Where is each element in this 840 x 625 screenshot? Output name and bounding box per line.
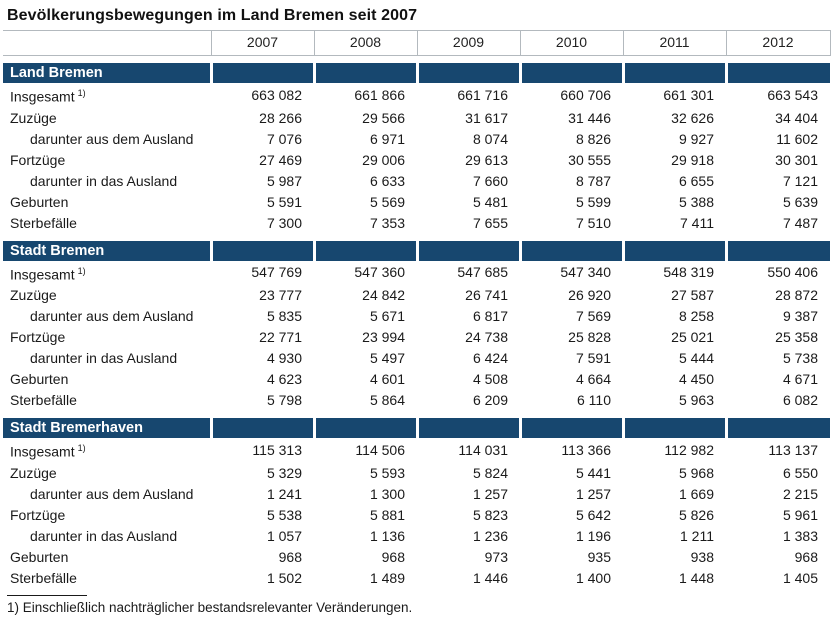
table-row — [3, 261, 830, 286]
table-row — [3, 327, 830, 348]
section-bar-segment — [211, 241, 314, 261]
table-row — [3, 526, 830, 547]
section-bar-segment — [314, 63, 417, 83]
value-cell: 8 826 — [575, 130, 611, 147]
value-cell: 7 569 — [575, 308, 611, 325]
value-cell: 27 587 — [671, 287, 714, 304]
table-row — [3, 390, 830, 411]
section-bar-segment — [623, 63, 726, 83]
value-cell: 11 602 — [776, 130, 818, 147]
value-cell: 4 450 — [678, 371, 714, 388]
value-cell: 113 137 — [768, 442, 818, 459]
value-cell: 5 497 — [369, 350, 405, 367]
value-cell: 6 424 — [472, 350, 508, 367]
row-label: Fortzüge — [10, 506, 66, 523]
value-cell: 29 006 — [362, 151, 405, 168]
value-cell: 7 591 — [575, 350, 611, 367]
table-row — [3, 306, 830, 327]
section-gap — [3, 56, 830, 64]
row-label: darunter aus dem Ausland — [30, 485, 194, 502]
section-bar-segment — [726, 63, 830, 83]
value-cell: 7 076 — [266, 130, 302, 147]
section-bar-segment — [520, 63, 623, 83]
value-cell: 114 031 — [458, 442, 508, 459]
value-cell: 1 196 — [575, 527, 611, 544]
value-cell: 6 633 — [369, 172, 405, 189]
value-cell: 26 920 — [568, 287, 611, 304]
section-bar-segment — [623, 241, 726, 261]
row-label-text: Insgesamt — [10, 443, 75, 460]
footnote-ref: 1) — [77, 265, 86, 276]
value-cell: 6 209 — [472, 392, 508, 409]
section-bar-segment — [726, 241, 830, 261]
table-row — [3, 285, 830, 306]
value-cell: 25 021 — [671, 329, 714, 346]
section-bar-segment — [417, 63, 520, 83]
population-movement-table — [3, 30, 831, 589]
value-cell: 5 444 — [678, 350, 714, 367]
section-bar-segment — [520, 241, 623, 261]
row-label: darunter in das Ausland — [30, 527, 178, 544]
value-cell: 548 319 — [663, 264, 714, 281]
value-cell: 28 266 — [259, 109, 302, 126]
value-cell: 968 — [381, 548, 405, 565]
value-cell: 6 082 — [782, 392, 818, 409]
value-cell: 1 236 — [472, 527, 508, 544]
row-label: Sterbefälle — [10, 569, 77, 586]
value-cell: 7 353 — [369, 214, 405, 231]
value-cell: 1 057 — [266, 527, 302, 544]
value-cell: 8 074 — [472, 130, 508, 147]
value-cell: 5 329 — [266, 464, 302, 481]
table-row — [3, 213, 830, 234]
value-cell: 5 569 — [369, 193, 405, 210]
section-gap — [3, 411, 830, 418]
value-cell: 7 655 — [472, 214, 508, 231]
value-cell: 24 842 — [362, 287, 405, 304]
value-cell: 9 927 — [678, 130, 714, 147]
value-cell: 1 241 — [266, 485, 302, 502]
value-cell: 5 481 — [472, 193, 508, 210]
page-title: Bevölkerungsbewegungen im Land Bremen seit 2007 — [7, 7, 418, 24]
value-cell: 5 987 — [266, 172, 302, 189]
value-cell: 1 448 — [678, 569, 714, 586]
value-cell: 30 555 — [568, 151, 611, 168]
value-cell: 7 411 — [680, 214, 714, 231]
footnote: 1) Einschließlich nachträglicher bestandsrelevanter Veränderungen. — [7, 599, 413, 615]
value-cell: 661 716 — [457, 86, 508, 103]
table-row — [3, 505, 830, 526]
value-cell: 29 918 — [671, 151, 714, 168]
value-cell: 938 — [690, 548, 714, 565]
value-cell: 5 823 — [472, 506, 508, 523]
value-cell: 5 963 — [678, 392, 714, 409]
section-bar-segment — [726, 418, 830, 438]
value-cell: 1 211 — [680, 527, 714, 544]
section-header-land-bremen — [3, 63, 830, 83]
value-cell: 550 406 — [767, 264, 818, 281]
value-cell: 663 543 — [767, 86, 818, 103]
value-cell: 9 387 — [782, 308, 818, 325]
section-header-stadt-bremerhaven — [3, 418, 830, 438]
table-row — [3, 129, 830, 150]
year-header-row — [3, 31, 830, 56]
value-cell: 4 601 — [369, 371, 405, 388]
value-cell: 7 487 — [782, 214, 818, 231]
col-header-2012: 2012 — [726, 31, 830, 56]
section-gap — [3, 234, 830, 241]
table-row — [3, 150, 830, 171]
value-cell: 973 — [484, 548, 508, 565]
value-cell: 114 506 — [355, 442, 405, 459]
value-cell: 5 961 — [782, 506, 818, 523]
value-cell: 7 510 — [575, 214, 611, 231]
value-cell: 968 — [794, 548, 818, 565]
row-label — [3, 83, 211, 108]
value-cell: 27 469 — [259, 151, 302, 168]
value-cell: 5 824 — [472, 464, 508, 481]
value-cell: 547 340 — [560, 264, 611, 281]
value-cell: 31 617 — [465, 109, 508, 126]
value-cell: 4 930 — [266, 350, 302, 367]
col-header-2009: 2009 — [417, 31, 520, 56]
row-label: Zuzüge — [10, 464, 57, 481]
value-cell: 34 404 — [775, 109, 818, 126]
value-cell: 22 771 — [259, 329, 302, 346]
value-cell: 7 660 — [472, 172, 508, 189]
value-cell: 5 642 — [575, 506, 611, 523]
value-cell: 4 671 — [782, 371, 818, 388]
col-header-2008: 2008 — [314, 31, 417, 56]
table-row — [3, 348, 830, 369]
table-row — [3, 171, 830, 192]
value-cell: 1 669 — [678, 485, 714, 502]
value-cell: 1 502 — [266, 569, 302, 586]
value-cell: 24 738 — [465, 329, 508, 346]
section-bar-segment — [314, 418, 417, 438]
table-row — [3, 568, 830, 589]
value-cell: 112 982 — [664, 442, 714, 459]
value-cell: 5 599 — [575, 193, 611, 210]
row-label — [3, 261, 211, 286]
row-label: Fortzüge — [10, 329, 66, 346]
value-cell: 6 110 — [577, 392, 611, 409]
value-cell: 5 968 — [678, 464, 714, 481]
value-cell: 5 639 — [782, 193, 818, 210]
section-header-stadt-bremen — [3, 241, 830, 261]
section-bar-segment — [314, 241, 417, 261]
row-label: darunter in das Ausland — [30, 172, 178, 189]
row-label-text: Insgesamt — [10, 88, 75, 105]
section-title: Stadt Bremen — [3, 241, 211, 261]
value-cell: 1 257 — [575, 485, 611, 502]
footnote-ref: 1) — [77, 443, 86, 454]
value-cell: 23 777 — [259, 287, 302, 304]
value-cell: 5 388 — [678, 193, 714, 210]
value-cell: 4 508 — [472, 371, 508, 388]
value-cell: 968 — [278, 548, 302, 565]
value-cell: 5 835 — [266, 308, 302, 325]
section-bar-segment — [211, 63, 314, 83]
value-cell: 1 489 — [369, 569, 405, 586]
value-cell: 5 538 — [266, 506, 302, 523]
table-row — [3, 192, 830, 213]
value-cell: 660 706 — [560, 86, 611, 103]
value-cell: 547 769 — [251, 264, 302, 281]
section-bar-segment — [417, 241, 520, 261]
footnote-separator — [7, 595, 87, 596]
value-cell: 5 591 — [266, 193, 302, 210]
row-label: darunter in das Ausland — [30, 350, 178, 367]
value-cell: 1 405 — [782, 569, 818, 586]
value-cell: 113 366 — [561, 442, 611, 459]
row-label: Sterbefälle — [10, 214, 77, 231]
value-cell: 5 864 — [369, 392, 405, 409]
table-row — [3, 547, 830, 568]
col-header-2010: 2010 — [520, 31, 623, 56]
value-cell: 25 828 — [568, 329, 611, 346]
row-label: Geburten — [10, 371, 69, 388]
row-label: darunter aus dem Ausland — [30, 130, 194, 147]
value-cell: 547 360 — [354, 264, 405, 281]
row-label: Fortzüge — [10, 151, 66, 168]
table-row — [3, 83, 830, 108]
value-cell: 7 121 — [782, 172, 818, 189]
value-cell: 5 826 — [678, 506, 714, 523]
table-row — [3, 438, 830, 463]
value-cell: 25 358 — [775, 329, 818, 346]
value-cell: 1 136 — [369, 527, 405, 544]
section-bar-segment — [623, 418, 726, 438]
value-cell: 5 593 — [369, 464, 405, 481]
section-title: Stadt Bremerhaven — [3, 418, 211, 438]
value-cell: 5 738 — [782, 350, 818, 367]
value-cell: 5 671 — [369, 308, 405, 325]
value-cell: 4 623 — [266, 371, 302, 388]
value-cell: 6 971 — [369, 130, 405, 147]
value-cell: 31 446 — [568, 109, 611, 126]
table-row — [3, 108, 830, 129]
row-label: Sterbefälle — [10, 392, 77, 409]
table-row — [3, 369, 830, 390]
value-cell: 8 787 — [575, 172, 611, 189]
value-cell: 26 741 — [465, 287, 508, 304]
row-label-text: Insgesamt — [10, 266, 75, 283]
value-cell: 23 994 — [362, 329, 405, 346]
value-cell: 661 866 — [354, 86, 405, 103]
value-cell: 1 383 — [782, 527, 818, 544]
value-cell: 1 257 — [472, 485, 508, 502]
value-cell: 5 441 — [575, 464, 611, 481]
section-bar-segment — [417, 418, 520, 438]
value-cell: 30 301 — [775, 151, 818, 168]
value-cell: 29 613 — [465, 151, 508, 168]
value-cell: 1 300 — [369, 485, 405, 502]
value-cell: 1 400 — [575, 569, 611, 586]
value-cell: 6 817 — [472, 308, 508, 325]
value-cell: 32 626 — [671, 109, 714, 126]
value-cell: 29 566 — [362, 109, 405, 126]
row-label: Zuzüge — [10, 109, 57, 126]
section-title: Land Bremen — [3, 63, 211, 83]
value-cell: 5 881 — [369, 506, 405, 523]
value-cell: 547 685 — [457, 264, 508, 281]
row-label — [3, 438, 211, 463]
value-cell: 1 446 — [472, 569, 508, 586]
value-cell: 8 258 — [678, 308, 714, 325]
row-label: Geburten — [10, 548, 69, 565]
value-cell: 115 313 — [252, 442, 302, 459]
row-label: Zuzüge — [10, 287, 57, 304]
corner-cell — [3, 31, 211, 56]
value-cell: 935 — [587, 548, 611, 565]
value-cell: 6 655 — [678, 172, 714, 189]
col-header-2007: 2007 — [211, 31, 314, 56]
row-label: Geburten — [10, 193, 69, 210]
row-label: darunter aus dem Ausland — [30, 308, 194, 325]
value-cell: 663 082 — [251, 86, 302, 103]
value-cell: 7 300 — [266, 214, 302, 231]
section-bar-segment — [520, 418, 623, 438]
value-cell: 6 550 — [782, 464, 818, 481]
table-row — [3, 484, 830, 505]
col-header-2011: 2011 — [623, 31, 726, 56]
value-cell: 661 301 — [663, 86, 714, 103]
footnote-ref: 1) — [77, 88, 86, 98]
value-cell: 28 872 — [775, 287, 818, 304]
value-cell: 2 215 — [782, 485, 818, 502]
value-cell: 5 798 — [266, 392, 302, 409]
table-row — [3, 463, 830, 484]
section-bar-segment — [211, 418, 314, 438]
value-cell: 4 664 — [575, 371, 611, 388]
